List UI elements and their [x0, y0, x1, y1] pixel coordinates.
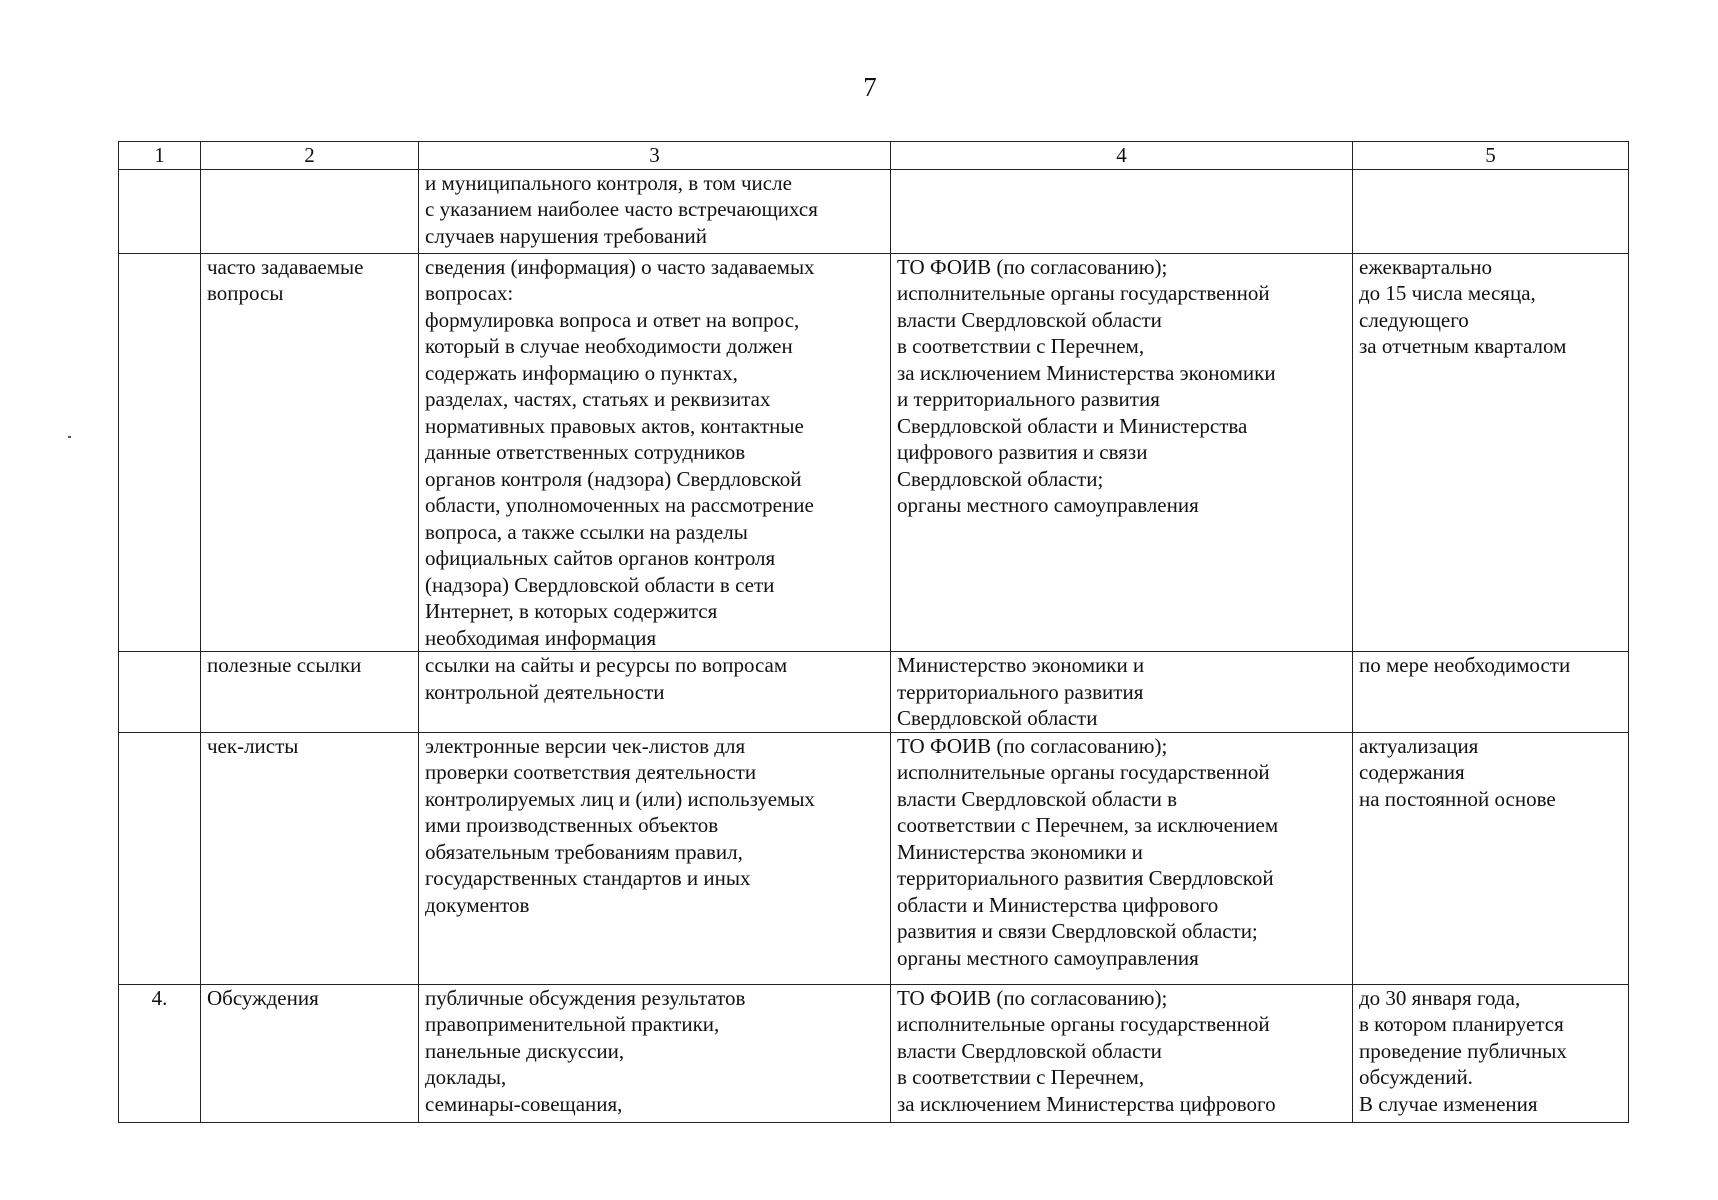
text-line: области, уполномоченных на рассмотрение	[425, 493, 814, 517]
text-line: контролируемых лиц и (или) используемых	[425, 786, 815, 811]
text-line: следующего	[1359, 307, 1469, 332]
text-line: и территориального развития	[897, 387, 1160, 411]
text-line: за исключением Министерства экономики	[897, 360, 1276, 385]
column-number: 2	[201, 142, 419, 170]
row-responsible	[891, 732, 1353, 984]
text-line: Свердловской области;	[897, 466, 1104, 491]
text-line: официальных сайтов органов контроля	[425, 546, 776, 570]
row-timing	[1353, 984, 1629, 1122]
text-line: и муниципального контроля, в том числе	[425, 170, 792, 195]
text-line: в соответствии с Перечнем,	[897, 334, 1145, 358]
text-line: необходимая информация	[425, 625, 657, 650]
text-line: правоприменительной практики,	[425, 1012, 720, 1036]
table-body	[119, 169, 1629, 1122]
table-row	[119, 169, 1629, 253]
row-content	[419, 652, 891, 733]
text-line: проверки соответствия деятельности	[425, 760, 757, 784]
plan-table	[118, 141, 1629, 1123]
text-line: ТО ФОИВ (по согласованию);	[897, 985, 1168, 1010]
row-number	[119, 652, 201, 733]
text-line: документов	[425, 892, 530, 917]
text-line: вопросы	[207, 281, 284, 305]
text-line: органы местного самоуправления	[897, 945, 1199, 970]
text-line: доклады,	[425, 1065, 507, 1089]
text-line: развития и связи Свердловской области;	[897, 919, 1258, 943]
text-line: органов контроля (надзора) Свердловской	[425, 466, 802, 491]
text-line: содержать информацию о пунктах,	[425, 360, 738, 385]
text-line: ТО ФОИВ (по согласованию);	[897, 254, 1168, 279]
text-line: В случае изменения	[1359, 1091, 1538, 1116]
text-line: ими производственных объектов	[425, 813, 719, 837]
row-name	[201, 732, 419, 984]
text-line: актуализация	[1359, 733, 1479, 758]
column-number: 4	[891, 142, 1353, 170]
row-timing	[1353, 652, 1629, 733]
text-line: который в случае необходимости должен	[425, 334, 793, 358]
text-line: полезные ссылки	[207, 653, 362, 677]
text-line: Министерства экономики и	[897, 839, 1143, 864]
row-content	[419, 732, 891, 984]
table-row	[119, 652, 1629, 733]
row-responsible	[891, 652, 1353, 733]
text-line: случаев нарушения требований	[425, 223, 707, 248]
text-line: власти Свердловской области в	[897, 786, 1178, 811]
page-number: 7	[863, 72, 877, 102]
text-line: ежеквартально	[1359, 254, 1492, 279]
text-line: власти Свердловской области	[897, 307, 1162, 332]
column-number-row	[119, 142, 1629, 170]
row-responsible	[891, 169, 1353, 253]
text-line: области и Министерства цифрового	[897, 892, 1219, 917]
text-line: часто задаваемые	[207, 254, 364, 279]
row-content	[419, 984, 891, 1122]
row-number	[119, 732, 201, 984]
text-line: проведение публичных	[1359, 1038, 1567, 1063]
text-line: исполнительные органы государственной	[897, 1012, 1270, 1036]
row-responsible	[891, 253, 1353, 652]
text-line: данные ответственных сотрудников	[425, 440, 746, 464]
text-line: семинары-совещания,	[425, 1091, 623, 1116]
text-line: государственных стандартов и иных	[425, 866, 751, 890]
text-line: за отчетным кварталом	[1359, 334, 1567, 358]
text-line: цифрового развития и связи	[897, 440, 1148, 464]
row-number	[119, 169, 201, 253]
row-number	[119, 253, 201, 652]
row-timing	[1353, 253, 1629, 652]
text-line: электронные версии чек-листов для	[425, 733, 746, 758]
text-line: панельные дискуссии,	[425, 1038, 625, 1063]
text-line: до 15 числа месяца,	[1359, 281, 1536, 305]
text-line: обсуждений.	[1359, 1065, 1473, 1089]
text-line: формулировка вопроса и ответ на вопрос,	[425, 307, 800, 332]
text-line: в котором планируется	[1359, 1012, 1564, 1036]
text-line: с указанием наиболее часто встречающихся	[425, 197, 818, 221]
text-line: ТО ФОИВ (по согласованию);	[897, 733, 1168, 758]
text-line: соответствии с Перечнем, за исключением	[897, 813, 1279, 837]
text-line: на постоянной основе	[1359, 786, 1556, 811]
text-line: (надзора) Свердловской области в сети	[425, 572, 775, 597]
text-line: Свердловской области	[897, 706, 1098, 730]
text-line: обязательным требованиям правил,	[425, 839, 743, 864]
text-line: контрольной деятельности	[425, 679, 665, 704]
text-line: Министерство экономики и	[897, 653, 1145, 677]
row-name	[201, 253, 419, 652]
row-number: 4.	[119, 984, 201, 1122]
text-line: публичные обсуждения результатов	[425, 985, 746, 1010]
text-line: чек-листы	[207, 733, 299, 758]
text-line: территориального развития Свердловской	[897, 866, 1274, 890]
margin-mark	[68, 436, 71, 438]
text-line: сведения (информация) о часто задаваемых	[425, 254, 815, 279]
text-line: разделах, частях, статьях и реквизитах	[425, 387, 771, 411]
row-name	[201, 169, 419, 253]
text-line: органы местного самоуправления	[897, 493, 1199, 517]
text-line: Интернет, в которых содержится	[425, 599, 718, 623]
text-line: по мере необходимости	[1359, 653, 1571, 677]
text-line: власти Свердловской области	[897, 1038, 1162, 1063]
row-timing	[1353, 169, 1629, 253]
column-number: 1	[119, 142, 201, 170]
text-line: нормативных правовых актов, контактные	[425, 413, 804, 438]
row-content	[419, 169, 891, 253]
text-line: Обсуждения	[207, 985, 319, 1010]
row-responsible	[891, 984, 1353, 1122]
text-line: содержания	[1359, 760, 1465, 784]
text-line: вопроса, а также ссылки на разделы	[425, 519, 748, 544]
table-row	[119, 984, 1629, 1122]
text-line: исполнительные органы государственной	[897, 281, 1270, 305]
text-line: территориального развития	[897, 679, 1144, 704]
text-line: исполнительные органы государственной	[897, 760, 1270, 784]
column-number: 5	[1353, 142, 1629, 170]
column-number: 3	[419, 142, 891, 170]
row-content	[419, 253, 891, 652]
row-timing	[1353, 732, 1629, 984]
text-line: в соответствии с Перечнем,	[897, 1065, 1145, 1089]
text-line: ссылки на сайты и ресурсы по вопросам	[425, 653, 788, 677]
text-line: до 30 января года,	[1359, 985, 1521, 1010]
text-line: Свердловской области и Министерства	[897, 413, 1248, 438]
text-line: вопросах:	[425, 281, 514, 305]
row-name	[201, 652, 419, 733]
text-line: за исключением Министерства цифрового	[897, 1091, 1276, 1116]
table-row	[119, 253, 1629, 652]
table-row	[119, 732, 1629, 984]
row-name	[201, 984, 419, 1122]
